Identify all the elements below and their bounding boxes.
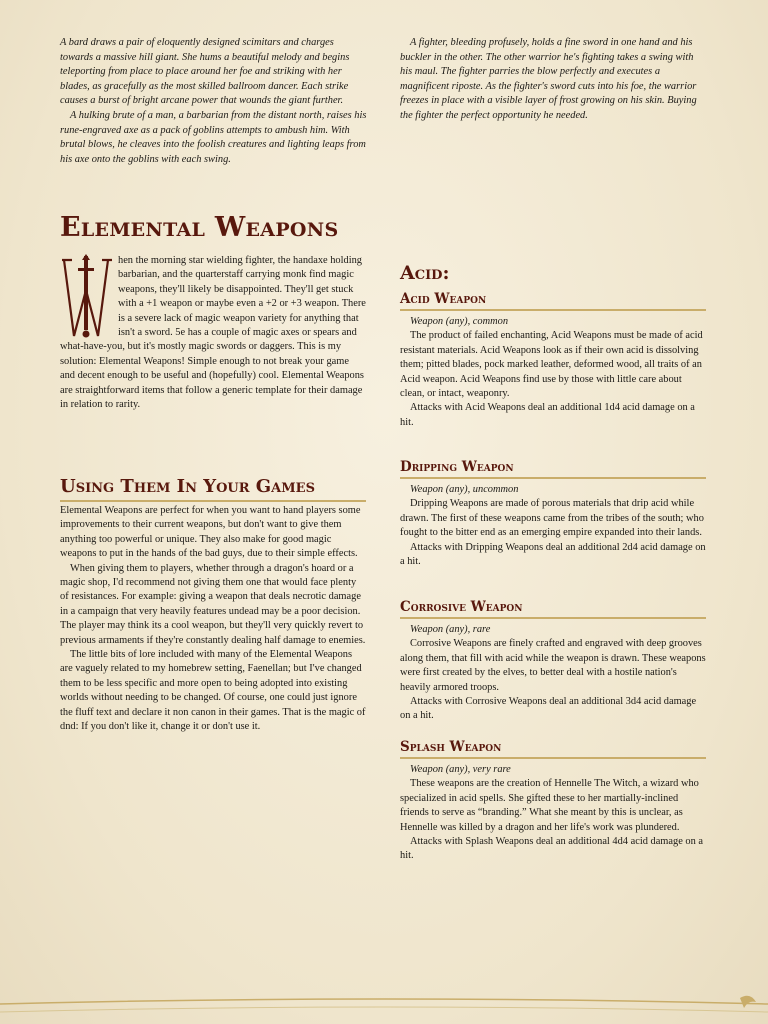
corrosive-weapon-meta: Weapon (any), rare: [410, 624, 491, 635]
acid-weapon-block: [400, 315, 706, 430]
corrosive-weapon-block: [400, 623, 706, 724]
flavor-paragraph: A bard draws a pair of eloquently designed scimitars and charges towards a massive hill giant. She hums a beautiful melody and begins teleporting from place to place around her foe and striking with her blades, as gracefully as the most skilled ballroom dancer. Each strike causes a burst of bright arcane power that wounds the giant further.: [60, 37, 350, 107]
usage-paragraph: The little bits of lore included with many of the Elemental Weapons are vaguely related to my homebrew setting, Faenellan; but I've changed them to be less specific and more open to being adopted into existing worlds without needing to be changed. Of course, one could just ignore the fluff text and declare it non canon in their games. That is the magic of dnd: If you don't like it, change it or don't use it.: [60, 649, 366, 733]
dripping-weapon-meta: Weapon (any), uncommon: [410, 484, 519, 495]
splash-weapon-block: [400, 763, 706, 864]
usage-paragraph: Elemental Weapons are perfect for when you want to hand players some improvements to their current weapons, but don't want to give them anything too powerful or unique. They also make for good magic weapons to put in the hands of the bad guys, due to their simple effects.: [60, 505, 361, 560]
acid-weapon-effect: Attacks with Acid Weapons deal an additional 1d4 acid damage on a hit.: [400, 402, 695, 428]
dripping-weapon-description: Dripping Weapons are made of porous materials that drip acid while drawn. The first of these weapons came from the tribes of the south; who fought to the bitter end as an emerging empire expanded into their lands.: [400, 498, 704, 539]
dripping-weapon-block: [400, 483, 706, 569]
intro-section: [60, 254, 366, 412]
corrosive-weapon-effect: Attacks with Corrosive Weapons deal an additional 3d4 acid damage on a hit.: [400, 696, 697, 722]
dripping-weapon-effect: Attacks with Dripping Weapons deal an additional 2d4 acid damage on a hit.: [400, 541, 706, 568]
usage-heading: Using Them In Your Games: [60, 476, 315, 497]
acid-weapon-description: The product of failed enchanting, Acid Weapons must be made of acid resistant materials. Acid Weapons look as if their own acid is dissolving them; pitted blades, pock marked leather, deformed wood, all traits of an Acid weapon. Acid Weapons find use by those with little care about clean, or intact, weaponry.: [400, 330, 703, 400]
corrosive-weapon-heading: Corrosive Weapon: [400, 599, 706, 619]
footer-ornament: [0, 990, 768, 1020]
flavor-text-left: [60, 36, 368, 167]
flavor-paragraph: A hulking brute of a man, a barbarian from the distant north, raises his rune-engraved axe as a pack of goblins attempts to ambush him. With brutal blows, he cleaves into the foolish creatures and lighting leaps from his axe onto the goblins with each swing.: [60, 109, 367, 165]
acid-weapon-heading: Acid Weapon: [400, 291, 706, 311]
acid-weapon-meta: Weapon (any), common: [410, 316, 509, 327]
splash-weapon-description: These weapons are the creation of Hennelle The Witch, a wizard who specialized in acid spells. She gifted these to her martially-inclined friends to serve as “branding.” What she meant by this is unclear, as Hennelle was killed by a dragon and her life's work was plundered.: [400, 778, 699, 833]
intro-paragraph: hen the morning star wielding fighter, the handaxe holding barbarian, and the quarterstaff carrying monk find magic weapons, they'll likely be disappointed. They'll get stuck with a +1 weapon or maybe even a +2 or +3 weapon. There is a severe lack of magic weapon variety for anything that isn't a sword. 5e has a couple of magic axes or spears and what-have-you, but it's mostly magic swords or daggers. This is my solution: Elemental Weapons! Simple enough to not break your game and decent enough to be useful and (hopefully) cool. Elemental Weapons are straightforward items that follow a generic template for their damage in relation to rarity.: [60, 255, 366, 411]
usage-heading-rule: [60, 500, 366, 502]
flavor-text-right: [400, 36, 706, 124]
splash-weapon-heading: Splash Weapon: [400, 739, 706, 759]
usage-paragraph: When giving them to players, whether through a dragon's hoard or a magic shop, I'd recommend not giving them one that would face plenty of resistances. For example: giving a weapon that deals necrotic damage in a campaign that very heavily features undead may be a poor decision. The player may think its a cool weapon, but they'll very quickly revert to previous armaments if they're constantly dealing half damage to enemies.: [60, 562, 366, 646]
page-title: Elemental Weapons: [60, 212, 339, 243]
flavor-paragraph: A fighter, bleeding profusely, holds a fine sword in one hand and his buckler in the other. The other warrior he's fighting takes a swing with his maul. The fighter parries the blow perfectly and executes a magnificent riposte. As the fighter's sword cuts into his foe, the warrior freezes in place with a visible layer of frost growing on his skin. Buying the fighter the perfect opportunity he needed.: [400, 37, 697, 121]
splash-weapon-effect: Attacks with Splash Weapons deal an additional 4d4 acid damage on a hit.: [400, 836, 704, 862]
splash-weapon-meta: Weapon (any), very rare: [410, 764, 511, 775]
usage-section: [60, 504, 366, 735]
dropcap-w-illustration: [60, 254, 112, 340]
acid-heading: Acid:: [400, 262, 450, 284]
corrosive-weapon-description: Corrosive Weapons are finely crafted and engraved with deep grooves along them, that fill with acid while the weapon is drawn. These weapons were first created by the elves, to better deal with a hostile nation's heavily armored troops.: [400, 638, 706, 693]
dripping-weapon-heading: Dripping Weapon: [400, 459, 706, 479]
